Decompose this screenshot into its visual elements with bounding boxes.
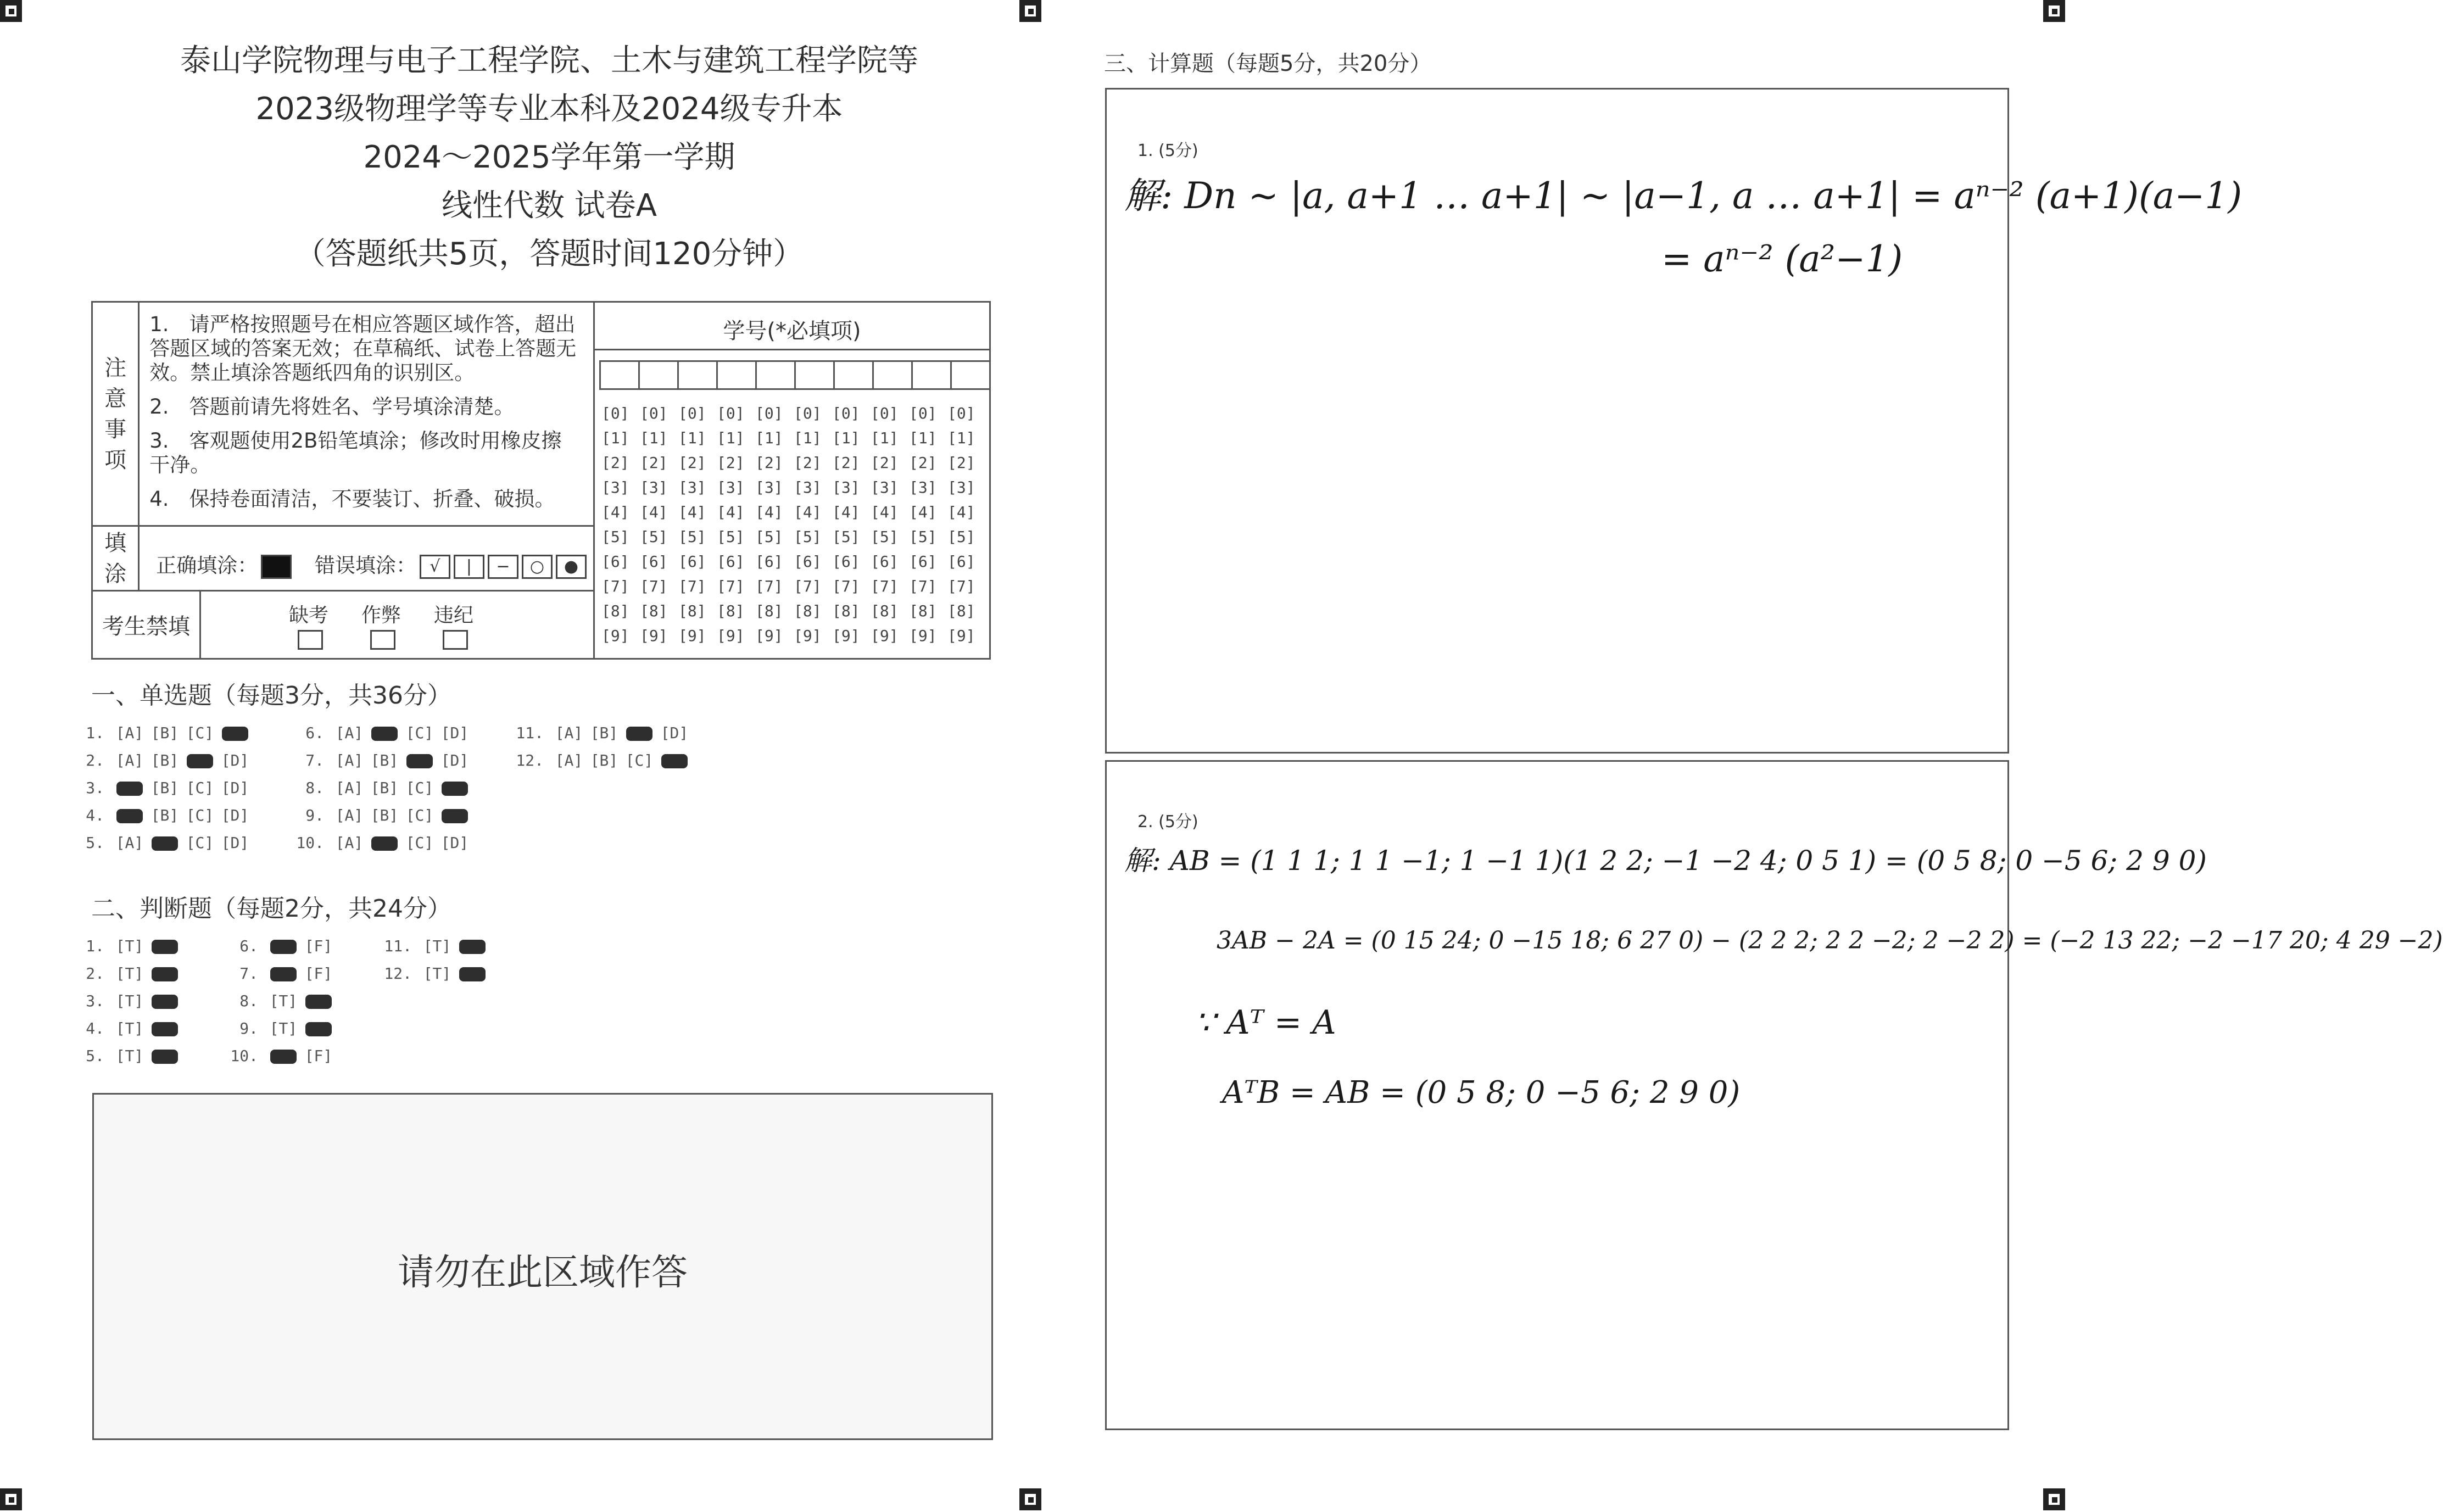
q2-handwriting-line1: 解: AB = (1 1 1; 1 1 −1; 1 −1 1)(1 2 2; −1 −2 4; 0 5 1) = (0 5 8; 0 −5 6; 2 9 0) — [1124, 845, 2207, 877]
answer-option-a[interactable]: [A] — [555, 751, 583, 769]
digit-bubble[interactable]: [4] — [871, 503, 899, 521]
digit-bubble[interactable]: [1] — [947, 429, 975, 447]
notice-item: 2. 答题前请先将姓名、学号填涂清楚。 — [149, 395, 515, 419]
notice-label: 注意事项 — [92, 302, 139, 526]
answer-option-a[interactable] — [116, 782, 143, 796]
answer-item[interactable] — [286, 751, 472, 769]
digit-bubble[interactable]: [7] — [717, 577, 745, 595]
corner-marker-bottom-left — [0, 1488, 22, 1510]
digit-bubble[interactable]: [8] — [871, 602, 899, 620]
forbidden-violation[interactable]: 违纪 — [434, 600, 473, 650]
answer-number: 6. — [305, 724, 324, 742]
section2-title: 二、判断题（每题2分，共24分） — [91, 895, 451, 923]
header-duration: （答题纸共5页，答题时间120分钟） — [294, 236, 804, 272]
answer-option-t[interactable] — [270, 967, 297, 981]
wrong-fill-dash: − — [488, 555, 518, 579]
answer-option-c[interactable]: [C] — [186, 779, 214, 797]
answer-option-a[interactable]: [A] — [115, 751, 144, 769]
answer-number: 10. — [296, 834, 324, 852]
digit-bubble[interactable]: [9] — [909, 627, 937, 645]
digit-bubble[interactable]: [6] — [909, 553, 937, 571]
digit-bubble[interactable]: [6] — [832, 553, 860, 571]
digit-bubble[interactable]: [7] — [640, 577, 668, 595]
answer-option-t[interactable]: [T] — [115, 1047, 144, 1065]
answer-option-t[interactable]: [T] — [423, 937, 451, 955]
answer-option-a[interactable]: [A] — [335, 751, 364, 769]
answer-option-d[interactable] — [442, 809, 468, 823]
digit-bubble[interactable]: [8] — [640, 602, 668, 620]
answer-option-f[interactable] — [152, 967, 178, 981]
correct-fill-example — [261, 555, 292, 579]
answer-item[interactable] — [373, 937, 490, 955]
digit-bubble[interactable]: [8] — [947, 602, 975, 620]
answer-option-c[interactable] — [406, 754, 433, 768]
answer-item[interactable] — [220, 992, 336, 1010]
answer-option-t[interactable]: [T] — [115, 1019, 144, 1037]
answer-item[interactable] — [505, 751, 692, 769]
fill-label: 填涂 — [92, 526, 139, 591]
answer-option-t[interactable]: [T] — [269, 992, 298, 1010]
digit-bubble[interactable]: [8] — [755, 602, 783, 620]
answer-number: 2. — [86, 964, 104, 983]
answer-item[interactable] — [66, 992, 182, 1010]
answer-option-t[interactable] — [270, 940, 297, 954]
digit-bubble[interactable]: [7] — [755, 577, 783, 595]
digit-bubble[interactable]: [5] — [755, 528, 783, 546]
digit-bubble[interactable]: [1] — [871, 429, 899, 447]
digit-bubble[interactable]: [2] — [947, 454, 975, 472]
digit-bubble[interactable]: [5] — [717, 528, 745, 546]
header-course: 线性代数 试卷A — [441, 188, 657, 224]
notice-item: 4. 保持卷面清洁，不要装订、折叠、破损。 — [149, 487, 555, 511]
answer-number: 12. — [516, 751, 544, 769]
answer-option-d[interactable]: [D] — [440, 751, 469, 769]
answer-option-t[interactable] — [270, 1050, 297, 1064]
answer-number: 3. — [86, 779, 104, 797]
digit-row[interactable] — [601, 426, 989, 450]
digit-bubble[interactable]: [2] — [871, 454, 899, 472]
student-id-digit-bubbles[interactable] — [595, 390, 989, 648]
digit-bubble[interactable]: [4] — [678, 503, 706, 521]
answer-item[interactable] — [220, 1047, 336, 1065]
answer-number: 4. — [86, 806, 104, 824]
digit-bubble[interactable]: [7] — [909, 577, 937, 595]
digit-row[interactable] — [601, 574, 989, 599]
answer-option-d[interactable]: [D] — [221, 779, 249, 797]
student-id-grid — [594, 302, 990, 659]
answer-item[interactable] — [220, 964, 336, 983]
digit-bubble[interactable]: [0] — [755, 404, 783, 422]
digit-bubble[interactable]: [3] — [871, 478, 899, 496]
digit-bubble[interactable]: [2] — [678, 454, 706, 472]
answer-option-d[interactable]: [D] — [221, 834, 249, 852]
digit-bubble[interactable]: [7] — [832, 577, 860, 595]
digit-bubble[interactable]: [9] — [640, 627, 668, 645]
answer-option-d[interactable]: [D] — [221, 751, 249, 769]
digit-bubble[interactable]: [0] — [601, 404, 629, 422]
answer-option-f[interactable] — [305, 995, 332, 1009]
no-answer-text: 请勿在此区域作答 — [398, 1251, 688, 1293]
answer-option-d[interactable]: [D] — [440, 724, 469, 742]
answer-number: 2. — [86, 751, 104, 769]
answer-option-b[interactable]: [B] — [370, 779, 399, 797]
digit-bubble[interactable]: [2] — [640, 454, 668, 472]
digit-row[interactable] — [601, 450, 989, 475]
digit-bubble[interactable]: [4] — [717, 503, 745, 521]
digit-bubble[interactable]: [9] — [601, 627, 629, 645]
digit-bubble[interactable]: [0] — [678, 404, 706, 422]
digit-bubble[interactable]: [2] — [909, 454, 937, 472]
digit-bubble[interactable]: [5] — [640, 528, 668, 546]
digit-bubble[interactable]: [1] — [717, 429, 745, 447]
digit-bubble[interactable]: [1] — [601, 429, 629, 447]
answer-option-c[interactable]: [C] — [186, 834, 214, 852]
answer-option-f[interactable] — [305, 1022, 332, 1036]
answer-option-a[interactable]: [A] — [335, 724, 364, 742]
answer-box-q1[interactable] — [1105, 88, 2243, 754]
digit-bubble[interactable]: [9] — [832, 627, 860, 645]
wrong-fill-circle: ○ — [522, 555, 553, 579]
digit-bubble[interactable]: [7] — [601, 577, 629, 595]
corner-marker-bottom-right — [2043, 1488, 2065, 1510]
digit-bubble[interactable]: [1] — [678, 429, 706, 447]
no-answer-zone — [92, 1093, 993, 1440]
answer-number: 5. — [86, 1047, 104, 1065]
notice-item: 1. 请严格按照题号在相应答题区域作答，超出答题区域的答案无效；在草稿纸、试卷上答题无效。禁止填涂答题纸四角的识别区。 — [149, 313, 577, 384]
answer-option-f[interactable]: [F] — [304, 1047, 333, 1065]
digit-bubble[interactable]: [0] — [640, 404, 668, 422]
wrong-fill-label: 错误填涂： — [314, 554, 416, 578]
answer-option-c[interactable]: [C] — [405, 779, 434, 797]
digit-bubble[interactable]: [5] — [601, 528, 629, 546]
answer-option-c[interactable]: [C] — [405, 834, 434, 852]
notice-table — [91, 301, 991, 660]
q2-handwriting-line3: ∵ Aᵀ = A — [1195, 1003, 1336, 1042]
digit-bubble[interactable]: [9] — [794, 627, 822, 645]
answer-option-b[interactable]: [B] — [370, 751, 399, 769]
answer-item[interactable] — [66, 751, 253, 769]
digit-bubble[interactable]: [4] — [947, 503, 975, 521]
answer-item[interactable] — [66, 806, 253, 824]
digit-bubble[interactable]: [5] — [678, 528, 706, 546]
digit-bubble[interactable]: [1] — [640, 429, 668, 447]
q2-handwriting-line4: AᵀB = AB = (0 5 8; 0 −5 6; 2 9 0) — [1222, 1075, 1741, 1111]
digit-bubble[interactable]: [0] — [794, 404, 822, 422]
digit-bubble[interactable]: [0] — [909, 404, 937, 422]
answer-option-a[interactable]: [A] — [555, 724, 583, 742]
student-id-title: 学号(*必填项) — [595, 303, 989, 350]
answer-number: 4. — [86, 1019, 104, 1037]
answer-item[interactable] — [66, 724, 253, 742]
digit-row[interactable] — [601, 623, 989, 648]
digit-row[interactable] — [601, 500, 989, 525]
digit-bubble[interactable]: [3] — [717, 478, 745, 496]
digit-bubble[interactable]: [6] — [601, 553, 629, 571]
answer-item[interactable] — [66, 834, 253, 852]
answer-option-d[interactable] — [442, 782, 468, 796]
digit-bubble[interactable]: [6] — [640, 553, 668, 571]
digit-bubble[interactable]: [7] — [678, 577, 706, 595]
answer-number: 11. — [384, 937, 412, 955]
answer-option-c[interactable] — [626, 727, 652, 741]
digit-bubble[interactable]: [9] — [871, 627, 899, 645]
forbidden-cheating[interactable]: 作弊 — [361, 600, 401, 650]
corner-marker-top-right — [2043, 0, 2065, 22]
answer-box-q2[interactable] — [1105, 760, 2443, 1430]
digit-bubble[interactable]: [3] — [832, 478, 860, 496]
answer-item[interactable] — [220, 1019, 336, 1037]
digit-bubble[interactable]: [4] — [909, 503, 937, 521]
digit-bubble[interactable]: [6] — [871, 553, 899, 571]
answer-option-b[interactable] — [152, 836, 178, 851]
digit-bubble[interactable]: [5] — [909, 528, 937, 546]
answer-option-t[interactable]: [T] — [269, 1019, 298, 1037]
answer-number: 9. — [239, 1019, 258, 1037]
answer-number: 10. — [230, 1047, 258, 1065]
digit-bubble[interactable]: [3] — [640, 478, 668, 496]
digit-bubble[interactable]: [9] — [947, 627, 975, 645]
answer-item[interactable] — [66, 1047, 182, 1065]
answer-option-b[interactable]: [B] — [150, 751, 179, 769]
header-institution: 泰山学院物理与电子工程学院、土木与建筑工程学院等 — [180, 43, 918, 79]
answer-option-a[interactable]: [A] — [115, 834, 144, 852]
digit-row[interactable] — [601, 401, 989, 426]
answer-option-b[interactable]: [B] — [590, 751, 618, 769]
digit-bubble[interactable]: [8] — [832, 602, 860, 620]
digit-bubble[interactable]: [3] — [601, 478, 629, 496]
digit-bubble[interactable]: [5] — [947, 528, 975, 546]
answer-option-f[interactable] — [459, 967, 486, 981]
answer-option-a[interactable] — [116, 809, 143, 823]
notice-instructions — [139, 302, 594, 526]
digit-bubble[interactable]: [9] — [717, 627, 745, 645]
section3-title: 三、计算题（每题5分，共20分） — [1104, 51, 1432, 76]
notice-item: 3. 客观题使用2B铅笔填涂；修改时用橡皮擦干净。 — [149, 429, 562, 477]
digit-bubble[interactable]: [4] — [640, 503, 668, 521]
answer-item[interactable] — [286, 834, 472, 852]
answer-option-b[interactable] — [371, 727, 398, 741]
answer-option-t[interactable]: [T] — [115, 964, 144, 983]
answer-item[interactable] — [66, 1019, 182, 1037]
answer-option-f[interactable]: [F] — [304, 937, 333, 955]
answer-option-b[interactable]: [B] — [590, 724, 618, 742]
answer-number: 3. — [86, 992, 104, 1010]
digit-bubble[interactable]: [5] — [794, 528, 822, 546]
answer-option-c[interactable]: [C] — [186, 724, 214, 742]
digit-bubble[interactable]: [1] — [755, 429, 783, 447]
answer-option-t[interactable]: [T] — [115, 992, 144, 1010]
digit-bubble[interactable]: [5] — [871, 528, 899, 546]
answer-option-t[interactable]: [T] — [115, 937, 144, 955]
answer-item[interactable] — [286, 779, 472, 797]
q1-handwriting-line2: = aⁿ⁻² (a²−1) — [1661, 238, 1903, 280]
answer-item[interactable] — [66, 937, 182, 955]
q2-label: 2. (5分) — [1137, 812, 1198, 832]
correct-fill-label: 正确填涂： — [156, 554, 258, 578]
digit-bubble[interactable]: [8] — [601, 602, 629, 620]
answer-option-c[interactable] — [187, 754, 213, 768]
digit-bubble[interactable]: [8] — [909, 602, 937, 620]
digit-bubble[interactable]: [3] — [794, 478, 822, 496]
digit-bubble[interactable]: [2] — [717, 454, 745, 472]
student-id-boxes[interactable] — [595, 350, 989, 390]
forbidden-label: 考生禁填 — [93, 592, 201, 658]
corner-marker-top-center — [1019, 0, 1041, 22]
fill-example-row — [139, 526, 594, 591]
digit-bubble[interactable]: [8] — [678, 602, 706, 620]
answer-item[interactable] — [220, 937, 336, 955]
digit-bubble[interactable]: [4] — [832, 503, 860, 521]
answer-option-d[interactable]: [D] — [221, 806, 249, 824]
answer-option-f[interactable] — [152, 1022, 178, 1036]
answer-option-f[interactable] — [152, 995, 178, 1009]
answer-item[interactable] — [373, 964, 490, 983]
digit-bubble[interactable]: [3] — [909, 478, 937, 496]
answer-option-d[interactable]: [D] — [440, 834, 469, 852]
digit-bubble[interactable]: [2] — [794, 454, 822, 472]
corner-marker-bottom-center — [1019, 1488, 1041, 1510]
digit-bubble[interactable]: [6] — [794, 553, 822, 571]
header-semester: 2024～2025学年第一学期 — [363, 140, 735, 175]
digit-bubble[interactable]: [3] — [678, 478, 706, 496]
digit-bubble[interactable]: [6] — [947, 553, 975, 571]
digit-bubble[interactable]: [7] — [794, 577, 822, 595]
answer-option-t[interactable]: [T] — [423, 964, 451, 983]
answer-option-c[interactable]: [C] — [405, 806, 434, 824]
digit-bubble[interactable]: [8] — [794, 602, 822, 620]
answer-option-f[interactable] — [152, 940, 178, 954]
answer-option-b[interactable]: [B] — [370, 806, 399, 824]
answer-number: 8. — [239, 992, 258, 1010]
wrong-fill-check: √ — [420, 555, 450, 579]
answer-number: 8. — [305, 779, 324, 797]
answer-option-b[interactable]: [B] — [150, 779, 179, 797]
answer-item[interactable] — [505, 724, 692, 742]
digit-bubble[interactable]: [0] — [832, 404, 860, 422]
q1-label: 1. (5分) — [1137, 141, 1198, 160]
answer-option-d[interactable] — [661, 754, 688, 768]
digit-bubble[interactable]: [7] — [871, 577, 899, 595]
answer-option-a[interactable]: [A] — [115, 724, 144, 742]
forbidden-row — [92, 591, 594, 659]
digit-bubble[interactable]: [0] — [871, 404, 899, 422]
answer-number: 12. — [384, 964, 412, 983]
digit-bubble[interactable]: [7] — [947, 577, 975, 595]
answer-item[interactable] — [286, 806, 472, 824]
corner-marker-top-left — [0, 0, 22, 22]
answer-number: 7. — [305, 751, 324, 769]
digit-bubble[interactable]: [2] — [832, 454, 860, 472]
answer-option-b[interactable]: [B] — [150, 724, 179, 742]
q1-handwriting-line1: 解: Dn ~ |a, a+1 … a+1| ~ |a−1, a … a+1| = aⁿ⁻² (a+1)(a−1) — [1124, 175, 2243, 217]
digit-bubble[interactable]: [3] — [947, 478, 975, 496]
digit-row[interactable] — [601, 599, 989, 623]
digit-row[interactable] — [601, 475, 989, 500]
wrong-fill-bar: | — [454, 555, 484, 579]
digit-bubble[interactable]: [1] — [832, 429, 860, 447]
digit-bubble[interactable]: [9] — [755, 627, 783, 645]
answer-number: 1. — [86, 724, 104, 742]
answer-option-d[interactable] — [222, 727, 248, 741]
digit-bubble[interactable]: [4] — [755, 503, 783, 521]
digit-bubble[interactable]: [2] — [601, 454, 629, 472]
digit-bubble[interactable]: [6] — [717, 553, 745, 571]
answer-option-c[interactable]: [C] — [625, 751, 654, 769]
answer-option-b[interactable]: [B] — [150, 806, 179, 824]
digit-bubble[interactable]: [0] — [717, 404, 745, 422]
digit-row[interactable] — [601, 525, 989, 549]
digit-bubble[interactable]: [9] — [678, 627, 706, 645]
answer-option-f[interactable] — [459, 940, 486, 954]
digit-bubble[interactable]: [8] — [717, 602, 745, 620]
section1-title: 一、单选题（每题3分，共36分） — [91, 682, 451, 710]
answer-option-c[interactable]: [C] — [405, 724, 434, 742]
answer-option-a[interactable]: [A] — [335, 779, 364, 797]
digit-bubble[interactable]: [5] — [832, 528, 860, 546]
answer-option-f[interactable]: [F] — [304, 964, 333, 983]
digit-bubble[interactable]: [3] — [755, 478, 783, 496]
digit-row[interactable] — [601, 549, 989, 574]
answer-option-a[interactable]: [A] — [335, 834, 364, 852]
digit-bubble[interactable]: [0] — [947, 404, 975, 422]
digit-bubble[interactable]: [1] — [794, 429, 822, 447]
answer-number: 11. — [516, 724, 544, 742]
answer-item[interactable] — [286, 724, 472, 742]
answer-number: 7. — [239, 964, 258, 983]
answer-number: 6. — [239, 937, 258, 955]
answer-number: 5. — [86, 834, 104, 852]
answer-option-f[interactable] — [152, 1050, 178, 1064]
answer-number: 1. — [86, 937, 104, 955]
answer-item[interactable] — [66, 779, 253, 797]
answer-option-a[interactable]: [A] — [335, 806, 364, 824]
header-cohort: 2023级物理学等专业本科及2024级专升本 — [255, 91, 843, 127]
digit-bubble[interactable]: [4] — [794, 503, 822, 521]
forbidden-absent[interactable]: 缺考 — [289, 600, 328, 650]
q2-handwriting-line2: 3AB − 2A = (0 15 24; 0 −15 18; 6 27 0) − (2 2 2; 2 2 −2; 2 −2 2) = (−2 13 22; −2 −17 20; 4 29 −2) — [1217, 927, 2443, 955]
wrong-fill-dot: ● — [556, 555, 587, 579]
answer-number: 9. — [305, 806, 324, 824]
digit-bubble[interactable]: [2] — [755, 454, 783, 472]
digit-bubble[interactable]: [4] — [601, 503, 629, 521]
answer-item[interactable] — [66, 964, 182, 983]
answer-option-c[interactable]: [C] — [186, 806, 214, 824]
digit-bubble[interactable]: [1] — [909, 429, 937, 447]
digit-bubble[interactable]: [6] — [755, 553, 783, 571]
answer-option-d[interactable]: [D] — [660, 724, 689, 742]
answer-option-b[interactable] — [371, 836, 398, 851]
digit-bubble[interactable]: [6] — [678, 553, 706, 571]
